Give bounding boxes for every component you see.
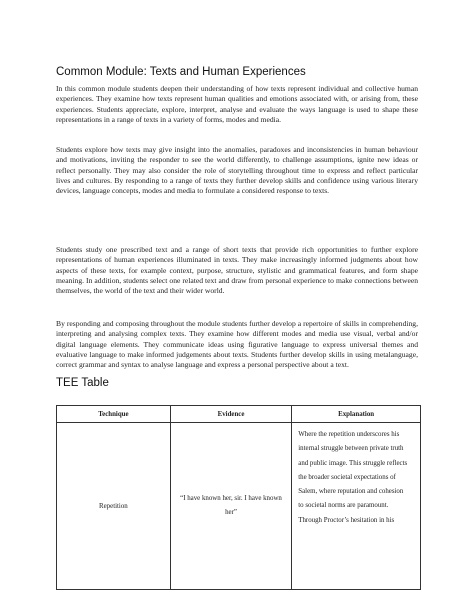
table-header-row [57,406,421,423]
paragraph-2: Students explore how texts may give insight into the anomalies, paradoxes and inconsistencies in human behaviour and motivations, inviting the responder to see the world differently, to challenge assumptions, ignite new ideas or reflect personally. They may also consider the role of storytelling throughout time to express and reflect particular lives and cultures. By responding to a range of texts they further develop skills and confidence using various literary devices, language concepts, modes and media to formulate a considered response to texts. [56,145,418,196]
tee-table-heading: TEE Table [56,377,109,389]
cell-evidence: “I have known her, sir. I have known her” [170,423,291,590]
tee-table [56,405,421,590]
module-heading: Common Module: Texts and Human Experiences [56,66,306,78]
header-explanation: Explanation [292,406,421,423]
header-technique: Technique [57,406,171,423]
paragraph-4: By responding and composing throughout the module students further develop a repertoire of skills in comprehending, interpreting and analysing complex texts. They examine how different modes and media use visual, verbal and/or digital language elements. They communicate ideas using figurative language to express universal themes and evaluative language to make informed judgements about texts. Students further develop skills in using metalanguage, correct grammar and syntax to analyse language and express a personal perspective about a text. [56,319,418,370]
cell-explanation: Where the repetition underscores his internal struggle between private truth and public image. This struggle reflects the broader societal expectations of Salem, where reputation and cohesion to societal norms are paramount. Through Proctor’s hesitation in his [292,423,421,590]
table-row [57,423,421,590]
cell-technique: Repetition [57,423,171,590]
paragraph-1: In this common module students deepen their understanding of how texts represent individual and collective human experiences. They examine how texts represent human qualities and emotions associated with, or arising from, these experiences. Students appreciate, explore, interpret, analyse and evaluate the ways language is used to shape these representations in a range of texts in a variety of forms, modes and media. [56,84,418,124]
paragraph-3: Students study one prescribed text and a range of short texts that provide rich opportunities to further explore representations of human experiences illuminated in texts. They make increasingly informed judgments about how aspects of these texts, for example context, purpose, structure, stylistic and grammatical features, and form shape meaning. In addition, students select one related text and draw from personal experience to make connections between themselves, the world of the text and their wider world. [56,245,418,296]
header-evidence: Evidence [170,406,291,423]
